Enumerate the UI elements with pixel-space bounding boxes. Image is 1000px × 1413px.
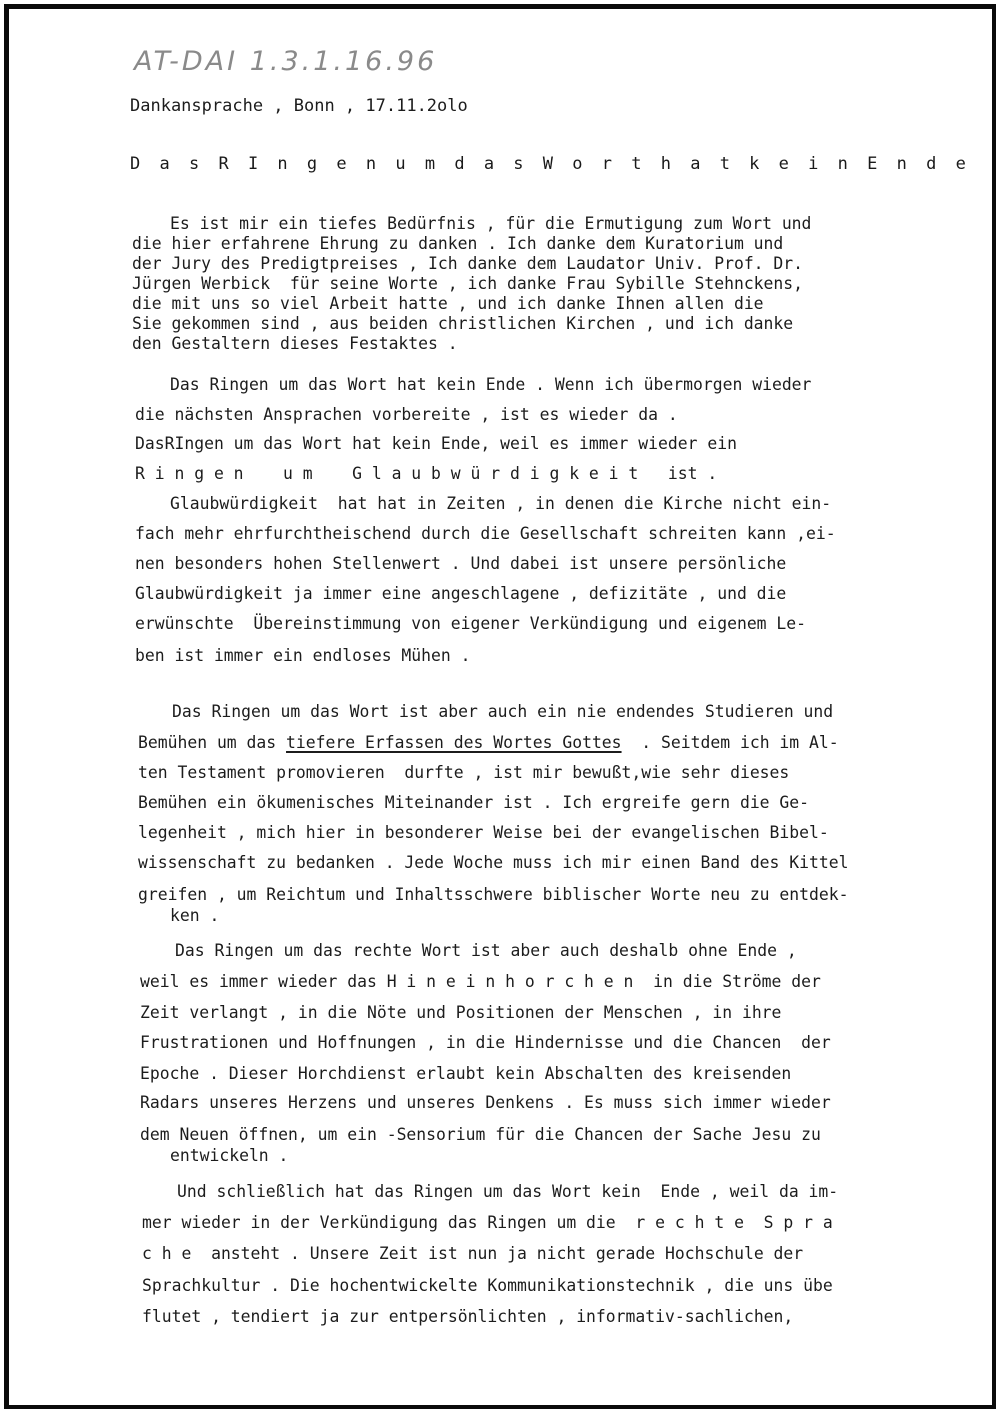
text-line: legenheit , mich hier in besonderer Weise bei der evangelischen Bibel- (138, 823, 829, 842)
text-line: ten Testament promovieren durfte , ist mir bewußt,wie sehr dieses (138, 763, 790, 782)
text-line: Jürgen Werbick für seine Worte , ich danke Frau Sybille Stehnckens, (132, 274, 804, 293)
title-letter: n (837, 154, 848, 174)
title-letter: e (955, 154, 966, 174)
text-line: Das Ringen um das Wort ist aber auch ein nie endendes Studieren und (172, 702, 834, 721)
text-line: Sie gekommen sind , aus beiden christlichen Kirchen , und ich danke (132, 314, 794, 333)
title-letter: h (660, 154, 671, 174)
title-letter: n (896, 154, 907, 174)
text-line: entwickeln . (170, 1146, 289, 1165)
title-letter: m (424, 154, 436, 174)
text-line: den Gestaltern dieses Festaktes . (132, 334, 458, 353)
text-line: Bemühen um das tiefere Erfassen des Wortes Gottes . Seitdem ich im Al- (138, 733, 839, 752)
text-line: Glaubwürdigkeit ja immer eine angeschlagene , defizitäte , und die (135, 584, 787, 603)
text-line: greifen , um Reichtum und Inhaltsschwere biblischer Worte neu zu entdek- (138, 885, 849, 904)
title-letter: W (542, 154, 554, 174)
title-letter: t (631, 154, 642, 174)
title-letter: i (808, 154, 819, 174)
title-letter: e (778, 154, 789, 174)
title-letter: g (306, 154, 318, 174)
title-letter: n (277, 154, 288, 174)
text-line: Es ist mir ein tiefes Bedürfnis , für die Ermutigung zum Wort und (170, 214, 812, 233)
text-line: erwünschte Übereinstimmung von eigener Verkündigung und eigenem Le- (135, 614, 807, 633)
title-letter: a (690, 154, 701, 174)
text-line: weil es immer wieder das H i n e i n h o r c h e n in die Ströme der (140, 972, 821, 991)
title-letter: a (483, 154, 495, 174)
text-line: Und schließlich hat das Ringen um das Wort kein Ende , weil da im- (177, 1182, 839, 1201)
text-line: flutet , tendiert ja zur entpersönlichten , informativ-sachlichen, (142, 1307, 794, 1326)
text-line: dem Neuen öffnen, um ein -Sensorium für die Chancen der Sache Jesu zu (140, 1125, 821, 1144)
text-line: Das Ringen um das rechte Wort ist aber auch deshalb ohne Ende , (175, 941, 797, 960)
text-line: die nächsten Ansprachen vorbereite , ist es wieder da . (135, 405, 678, 424)
text-line: mer wieder in der Verkündigung das Ringen um die r e c h t e S p r a (142, 1213, 833, 1232)
text-line: Zeit verlangt , in die Nöte und Positionen der Menschen , in ihre (140, 1003, 782, 1022)
text-line: Glaubwürdigkeit hat hat in Zeiten , in denen die Kirche nicht ein- (170, 494, 832, 513)
text-line: nen besonders hohen Stellenwert . Und dabei ist unsere persönliche (135, 554, 787, 573)
text-line: c h e ansteht . Unsere Zeit ist nun ja nicht gerade Hochschule der (142, 1244, 804, 1263)
title-letter: E (867, 154, 878, 174)
title-letter: d (454, 154, 465, 174)
text-line: DasRIngen um das Wort hat kein Ende, weil es immer wieder ein (135, 434, 737, 453)
title-letter: u (395, 154, 406, 174)
title-letter: n (365, 154, 377, 174)
title-letter: r (601, 154, 612, 174)
title-letter: d (926, 154, 937, 174)
document-title (130, 153, 966, 175)
title-letter: D (130, 154, 141, 174)
text-line: ken . (170, 906, 220, 925)
text-line: Sprachkultur . Die hochentwickelte Kommunikationstechnik , die uns übe (142, 1276, 833, 1295)
title-letter: k (749, 154, 760, 174)
archive-reference: AT-DAI 1.3.1.16.96 (134, 46, 438, 77)
title-letter: o (572, 154, 583, 174)
text-line: der Jury des Predigtpreises , Ich danke dem Laudator Univ. Prof. Dr. (132, 254, 804, 273)
title-letter: t (719, 154, 730, 174)
text-line: ben ist immer ein endloses Mühen . (135, 646, 471, 665)
title-letter: R (218, 154, 229, 174)
text-line: fach mehr ehrfurchtheischend durch die Gesellschaft schreiten kann ,ei- (135, 524, 836, 543)
text-line: Epoche . Dieser Horchdienst erlaubt kein Abschalten des kreisenden (140, 1064, 792, 1083)
text-line: Bemühen ein ökumenisches Miteinander ist . Ich ergreife gern die Ge- (138, 793, 810, 812)
text-line: R i n g e n u m G l a u b w ü r d i g k e i t ist . (135, 464, 718, 483)
header-line: Dankansprache , Bonn , 17.11.2olo (130, 96, 468, 116)
title-letter: I (247, 154, 259, 174)
title-letter: e (336, 154, 347, 174)
text-line: Das Ringen um das Wort hat kein Ende . Wenn ich übermorgen wieder (170, 375, 812, 394)
text-line: Radars unseres Herzens und unseres Denkens . Es muss sich immer wieder (140, 1093, 831, 1112)
text-line: wissenschaft zu bedanken . Jede Woche muss ich mir einen Band des Kittel (138, 853, 849, 872)
title-letter: s (188, 154, 200, 174)
title-letter: s (513, 154, 524, 174)
text-line: Frustrationen und Hoffnungen , in die Hindernisse und die Chancen der (140, 1033, 831, 1052)
text-line: die hier erfahrene Ehrung zu danken . Ich danke dem Kuratorium und (132, 234, 784, 253)
text-line: die mit uns so viel Arbeit hatte , und ich danke Ihnen allen die (132, 294, 764, 313)
title-letter: a (159, 154, 170, 174)
